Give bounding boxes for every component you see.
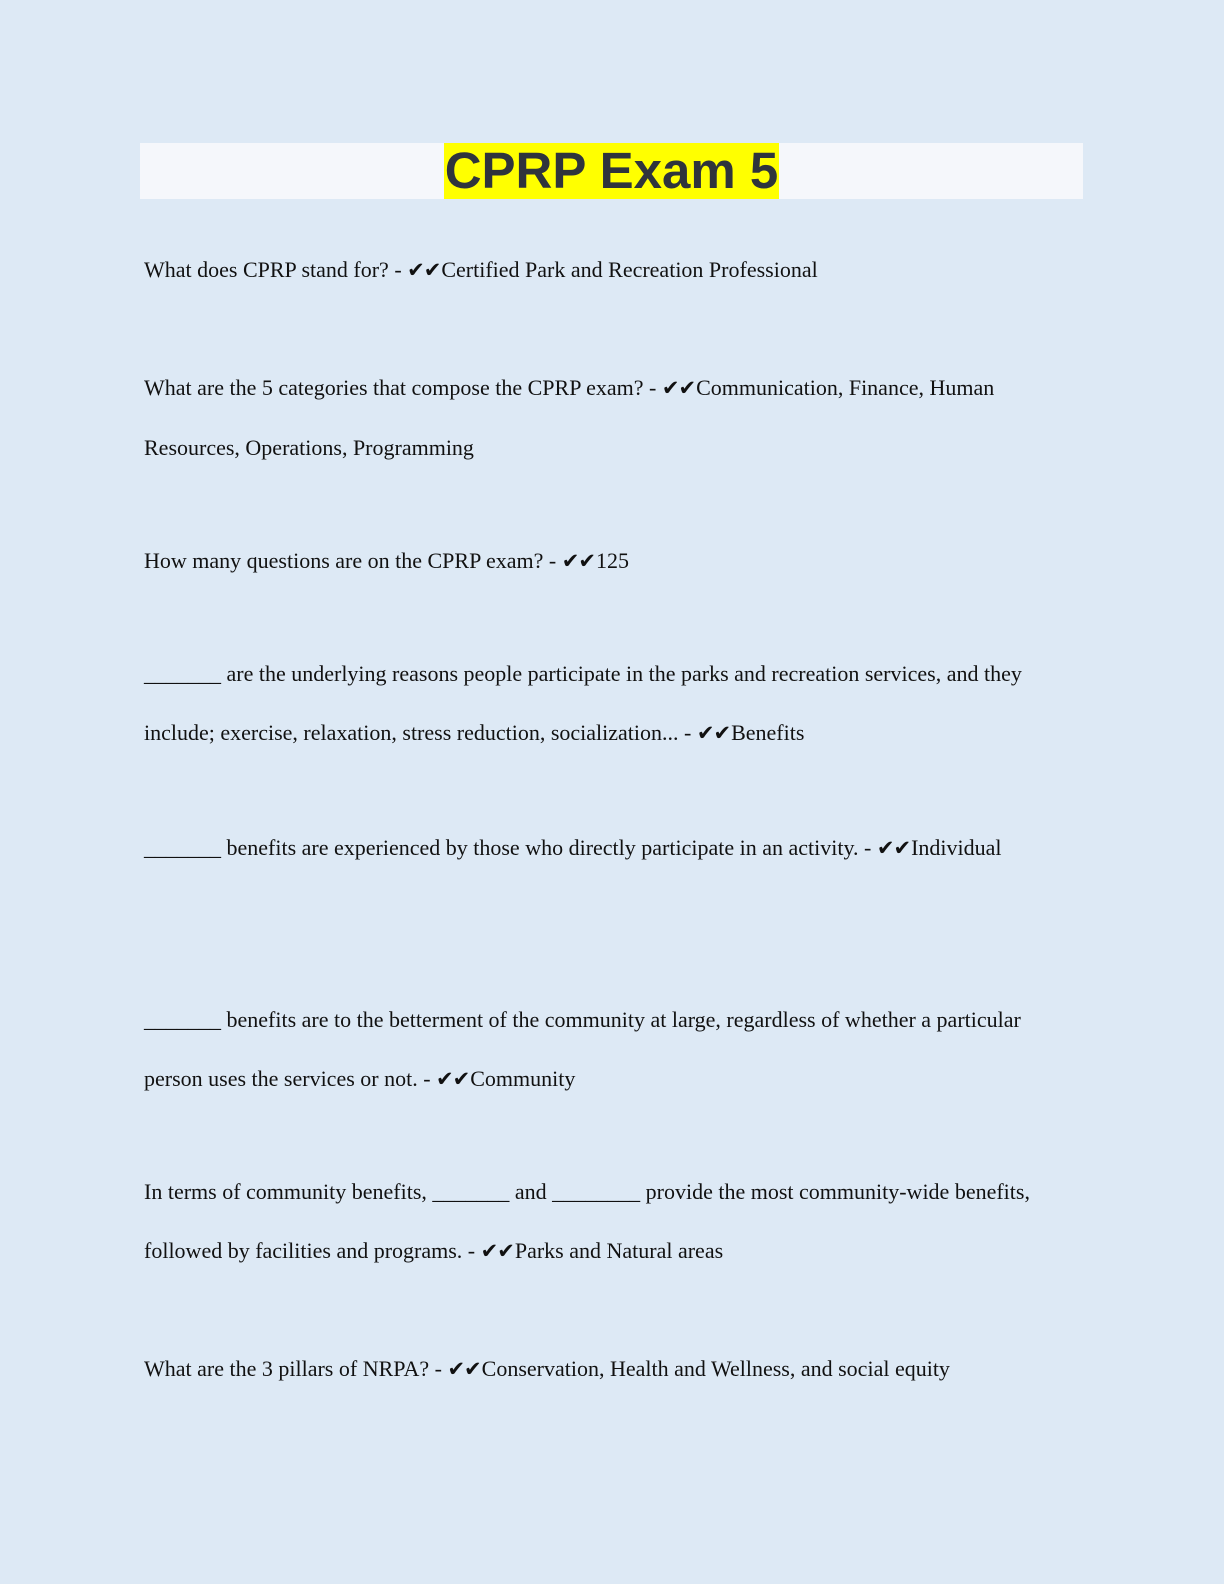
check-mark-icon: ✔✔ (447, 1357, 481, 1381)
answer-text: Parks and Natural areas (514, 1238, 724, 1263)
answer-text: Conservation, Health and Wellness, and social equity (481, 1356, 950, 1381)
question-text: _______ benefits are experienced by those who directly participate in an activity. - (144, 835, 877, 860)
qa-item-2 (144, 358, 1084, 477)
check-mark-icon: ✔✔ (480, 1239, 514, 1263)
answer-text: Individual (911, 835, 1002, 860)
check-mark-icon: ✔✔ (436, 1067, 470, 1091)
qa-item-8 (144, 1339, 1084, 1399)
qa-item-4 (144, 644, 1084, 763)
answer-text: Communication, Finance, Human Resources, Operations, Programming (144, 375, 995, 460)
page-title: CPRP Exam 5 (444, 142, 779, 199)
qa-item-6 (144, 990, 1084, 1109)
question-text: In terms of community benefits, _______ and ________ provide the most community-wide benefits, followed by facilities and programs. - (144, 1179, 1030, 1263)
answer-text: Benefits (731, 720, 805, 745)
answer-text: Community (470, 1066, 576, 1091)
check-mark-icon: ✔✔ (876, 836, 911, 860)
answer-text: 125 (595, 548, 629, 573)
question-text: _______ benefits are to the betterment of the community at large, regardless of whether a particular person uses the services or not. - (144, 1007, 1021, 1091)
check-mark-icon: ✔✔ (561, 549, 595, 573)
question-text: What are the 5 categories that compose the CPRP exam? - (144, 375, 662, 400)
check-mark-icon: ✔✔ (661, 376, 696, 400)
title-banner (140, 143, 1083, 199)
question-text: How many questions are on the CPRP exam? - (144, 548, 562, 573)
check-mark-icon: ✔✔ (696, 721, 731, 745)
qa-item-7 (144, 1162, 1084, 1281)
question-text: What are the 3 pillars of NRPA? - (144, 1356, 448, 1381)
qa-item-1 (144, 240, 1084, 300)
check-mark-icon: ✔✔ (407, 258, 441, 282)
answer-text: Certified Park and Recreation Professional (441, 257, 818, 282)
question-text: _______ are the underlying reasons people participate in the parks and recreation services, and they include; exercise, relaxation, stress reduction, socialization... - (144, 661, 1022, 745)
qa-item-5 (144, 818, 1084, 878)
qa-item-3 (144, 531, 1084, 591)
question-text: What does CPRP stand for? - (144, 257, 408, 282)
